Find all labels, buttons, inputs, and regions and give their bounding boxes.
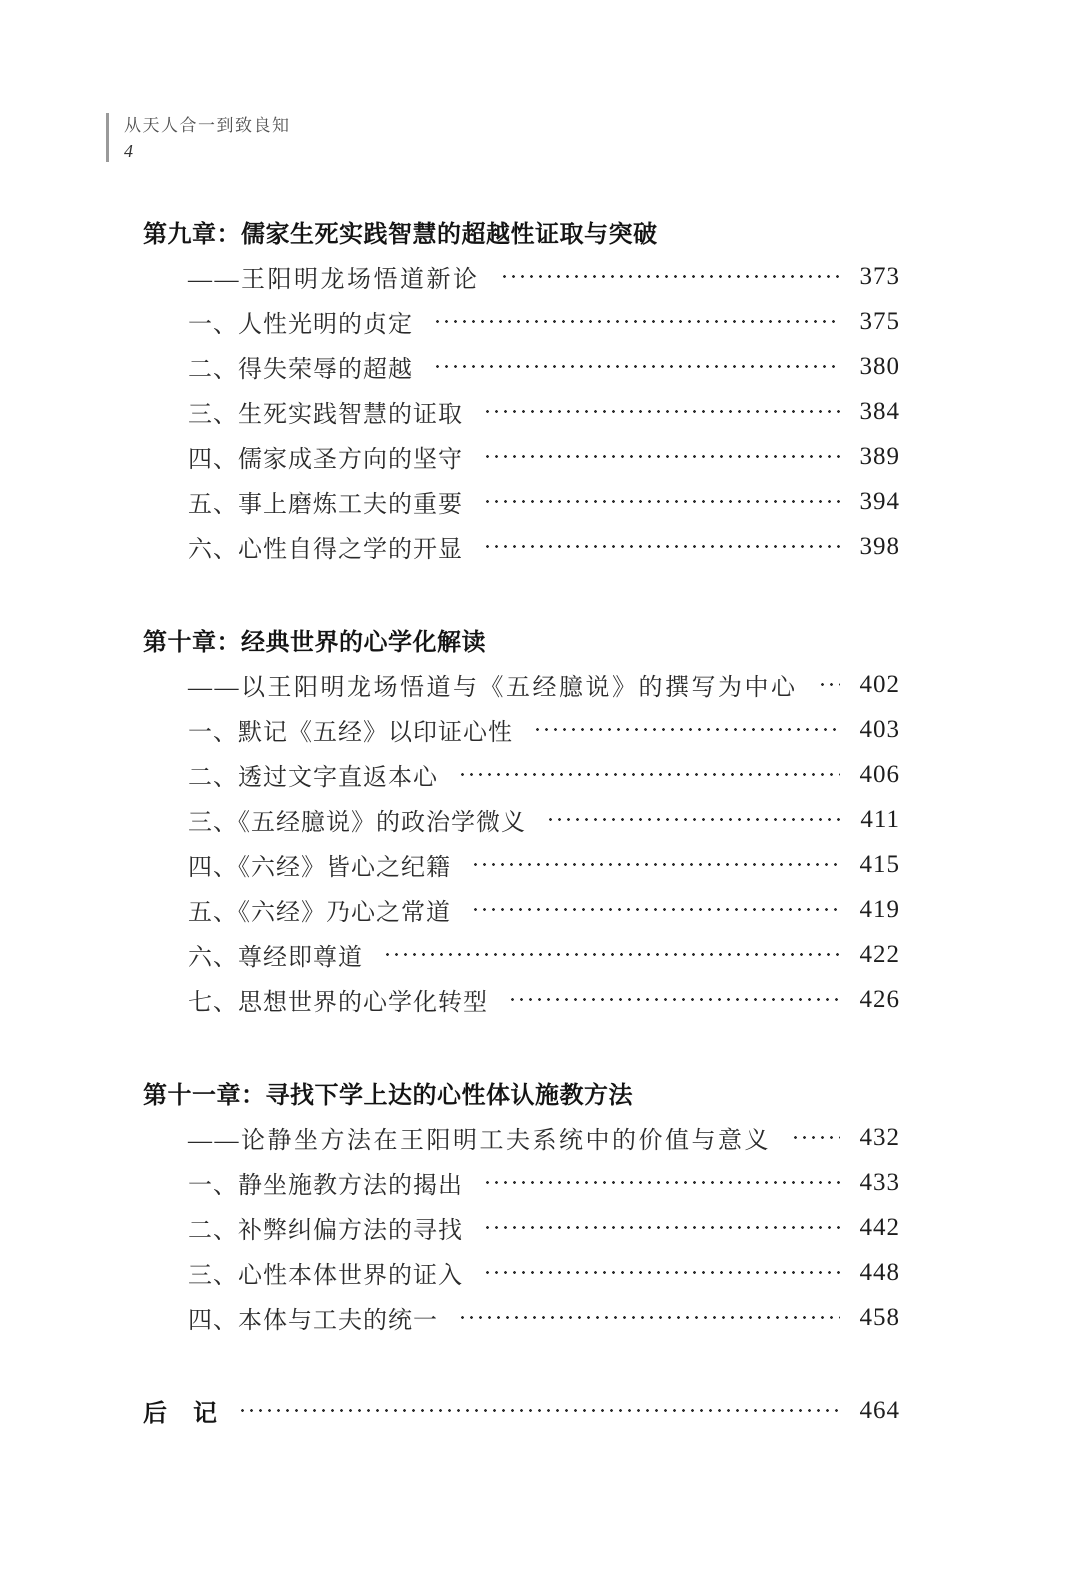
toc-entry-page: 384	[859, 397, 900, 425]
toc-entry	[143, 1205, 900, 1250]
toc-entry-page: 398	[859, 532, 900, 560]
toc-entry-label: 一、人性光明的贞定	[188, 312, 413, 338]
postscript-label: 后 记	[143, 1400, 218, 1427]
dot-leader	[483, 479, 840, 524]
page-number: 4	[124, 141, 133, 161]
chapter-section	[143, 209, 900, 569]
toc-entry-label: 四、儒家成圣方向的坚守	[188, 447, 463, 473]
toc-entry-label: 五、《六经》乃心之常道	[188, 900, 451, 926]
toc-entry-label: 六、心性自得之学的开显	[188, 537, 463, 563]
toc-entry-page: 373	[859, 262, 900, 290]
toc-entry-label: 六、尊经即尊道	[188, 945, 363, 971]
dot-leader	[508, 977, 840, 1022]
toc-entry-label: ——王阳明龙场悟道新论	[188, 267, 480, 293]
dot-leader	[483, 524, 840, 569]
toc-entry	[143, 977, 900, 1022]
dot-leader	[533, 707, 840, 752]
dot-leader	[483, 389, 840, 434]
toc-entry-page: 406	[859, 760, 900, 788]
chapter-section	[143, 617, 900, 1022]
toc-entry-page: 389	[859, 442, 900, 470]
toc-entry	[143, 842, 900, 887]
toc-entry	[143, 1160, 900, 1205]
toc-entry-page: 403	[859, 715, 900, 743]
toc-entry	[143, 707, 900, 752]
dot-leader	[458, 1295, 840, 1340]
dot-leader	[791, 1115, 840, 1160]
toc-entry-page: 419	[859, 895, 900, 923]
dot-leader	[483, 1205, 840, 1250]
toc-entry-label: 一、静坐施教方法的揭出	[188, 1173, 463, 1199]
toc-entry-label: 四、《六经》皆心之纪籍	[188, 855, 451, 881]
postscript-page: 464	[859, 1396, 900, 1424]
toc-entry-page: 426	[859, 985, 900, 1013]
table-of-contents	[143, 209, 900, 1433]
toc-entry-page: 432	[859, 1123, 900, 1151]
dot-leader	[546, 797, 840, 842]
toc-entry-page: 415	[859, 850, 900, 878]
dot-leader	[483, 434, 840, 479]
toc-entry-label: 五、事上磨炼工夫的重要	[188, 492, 463, 518]
toc-entry	[143, 662, 900, 707]
toc-entry	[143, 254, 900, 299]
toc-entry-page: 442	[859, 1213, 900, 1241]
postscript-entry	[143, 1388, 900, 1433]
toc-entry	[143, 1115, 900, 1160]
toc-entry-page: 411	[860, 805, 900, 833]
toc-entry-label: 二、透过文字直返本心	[188, 765, 438, 791]
toc-entry-label: 七、思想世界的心学化转型	[188, 990, 488, 1016]
header-text	[124, 113, 291, 162]
dot-leader	[471, 887, 840, 932]
chapter-title: 第九章：儒家生死实践智慧的超越性证取与突破	[143, 221, 658, 248]
dot-leader	[818, 662, 841, 707]
dot-leader	[483, 1160, 840, 1205]
toc-entry	[143, 1250, 900, 1295]
toc-entry-page: 380	[859, 352, 900, 380]
toc-entry	[143, 389, 900, 434]
toc-entry-page: 458	[859, 1303, 900, 1331]
toc-entry	[143, 752, 900, 797]
toc-entry-page: 422	[859, 940, 900, 968]
toc-entry-label: 三、《五经臆说》的政治学微义	[188, 810, 526, 836]
toc-entry	[143, 797, 900, 842]
chapter-title: 第十章：经典世界的心学化解读	[143, 629, 486, 656]
chapter-title: 第十一章：寻找下学上达的心性体认施教方法	[143, 1082, 633, 1109]
dot-leader	[500, 254, 841, 299]
toc-entry-page: 448	[859, 1258, 900, 1286]
toc-entry	[143, 887, 900, 932]
dot-leader	[458, 752, 840, 797]
header-rule	[106, 113, 109, 162]
toc-entry	[143, 299, 900, 344]
toc-entry	[143, 344, 900, 389]
dot-leader	[433, 299, 840, 344]
toc-entry-page: 375	[859, 307, 900, 335]
dot-leader	[383, 932, 840, 977]
toc-entry-label: 二、补弊纠偏方法的寻找	[188, 1218, 463, 1244]
toc-entry-label: 三、心性本体世界的证入	[188, 1263, 463, 1289]
toc-entry	[143, 524, 900, 569]
toc-entry-label: ——以王阳明龙场悟道与《五经臆说》的撰写为中心	[188, 675, 798, 701]
toc-entry-label: 三、生死实践智慧的证取	[188, 402, 463, 428]
toc-entry	[143, 479, 900, 524]
page-header	[106, 113, 291, 162]
dot-leader	[433, 344, 840, 389]
dot-leader	[471, 842, 840, 887]
toc-entry	[143, 434, 900, 479]
toc-entry	[143, 932, 900, 977]
dot-leader	[483, 1250, 840, 1295]
toc-entry-page: 433	[859, 1168, 900, 1196]
toc-entry-page: 394	[859, 487, 900, 515]
toc-entry-page: 402	[859, 670, 900, 698]
toc-entry-label: 四、本体与工夫的统一	[188, 1308, 438, 1334]
toc-entry-label: 一、默记《五经》以印证心性	[188, 720, 513, 746]
toc-entry-label: 二、得失荣辱的超越	[188, 357, 413, 383]
toc-entry	[143, 1295, 900, 1340]
running-title: 从天人合一到致良知	[124, 116, 291, 135]
chapter-section	[143, 1070, 900, 1340]
toc-entry-label: ——论静坐方法在王阳明工夫系统中的价值与意义	[188, 1128, 771, 1154]
dot-leader	[238, 1388, 840, 1433]
